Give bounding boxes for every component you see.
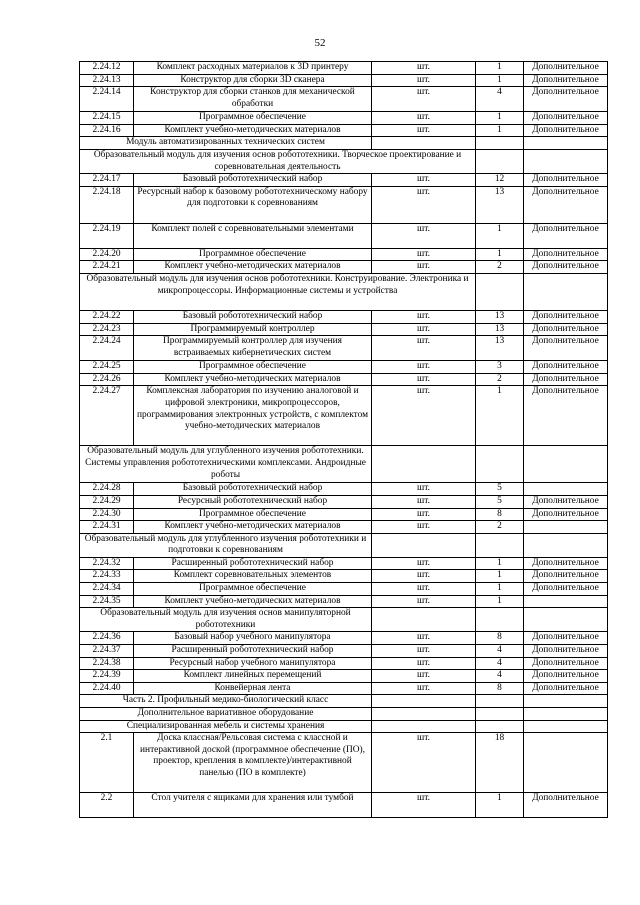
item-unit: шт. <box>372 74 476 87</box>
table-row <box>80 557 608 570</box>
item-type: Дополнительное <box>524 373 608 386</box>
table-row <box>80 87 608 112</box>
empty-cell <box>476 708 524 721</box>
table-row <box>80 74 608 87</box>
table-row <box>80 361 608 374</box>
table-row <box>80 508 608 521</box>
item-type: Дополнительное <box>524 87 608 112</box>
item-name: Комплект полей с соревновательными элементами <box>134 223 372 248</box>
item-name: Расширенный робототехнический набор <box>134 645 372 658</box>
item-unit: шт. <box>372 557 476 570</box>
item-number: 2.24.15 <box>80 112 134 125</box>
item-name: Программное обеспечение <box>134 248 372 261</box>
item-unit: шт. <box>372 62 476 75</box>
empty-cell <box>524 608 608 632</box>
table-row <box>80 670 608 683</box>
item-quantity: 13 <box>476 336 524 361</box>
item-number: 2.24.24 <box>80 336 134 361</box>
item-quantity: 4 <box>476 645 524 658</box>
item-number: 2.24.29 <box>80 495 134 508</box>
item-quantity: 1 <box>476 62 524 75</box>
item-unit: шт. <box>372 670 476 683</box>
empty-cell <box>476 720 524 733</box>
empty-cell <box>476 149 524 173</box>
item-type: Дополнительное <box>524 386 608 446</box>
section-title: Часть 2. Профильный медико-биологический класс <box>80 695 372 708</box>
item-type: Дополнительное <box>524 186 608 223</box>
table-row <box>80 483 608 496</box>
item-unit: шт. <box>372 261 476 274</box>
item-unit: шт. <box>372 632 476 645</box>
item-type <box>524 483 608 496</box>
item-unit: шт. <box>372 87 476 112</box>
table-row <box>80 657 608 670</box>
item-quantity: 1 <box>476 793 524 818</box>
table-row <box>80 323 608 336</box>
item-type: Дополнительное <box>524 557 608 570</box>
section-title: Специализированная мебель и системы хранения <box>80 720 372 733</box>
table-row <box>80 174 608 187</box>
item-number: 2.24.22 <box>80 310 134 323</box>
item-type: Дополнительное <box>524 248 608 261</box>
empty-cell <box>524 446 608 483</box>
item-number: 2.1 <box>80 733 134 793</box>
item-type: Дополнительное <box>524 570 608 583</box>
section-title: Образовательный модуль для углубленного изучения робототехники. Системы управления робототехническими комплексами. Андроидные роботы <box>80 446 372 483</box>
item-name: Комплект линейных перемещений <box>134 670 372 683</box>
item-quantity: 8 <box>476 632 524 645</box>
item-unit: шт. <box>372 223 476 248</box>
item-name: Комплект соревновательных элементов <box>134 570 372 583</box>
item-number: 2.24.13 <box>80 74 134 87</box>
item-quantity: 18 <box>476 733 524 793</box>
item-number: 2.24.39 <box>80 670 134 683</box>
item-unit: шт. <box>372 323 476 336</box>
item-type: Дополнительное <box>524 793 608 818</box>
item-type: Дополнительное <box>524 645 608 658</box>
table-row <box>80 223 608 248</box>
item-quantity: 1 <box>476 223 524 248</box>
item-number: 2.24.23 <box>80 323 134 336</box>
item-name: Базовый набор учебного манипулятора <box>134 632 372 645</box>
item-type: Дополнительное <box>524 310 608 323</box>
item-quantity: 1 <box>476 583 524 596</box>
item-number: 2.24.37 <box>80 645 134 658</box>
section-title: Образовательный модуль для изучения основ манипуляторной робототехники <box>80 608 372 632</box>
item-name: Конструктор для сборки 3D сканера <box>134 74 372 87</box>
table-row <box>80 386 608 446</box>
item-type: Дополнительное <box>524 657 608 670</box>
item-unit: шт. <box>372 595 476 608</box>
item-name: Комплект учебно-методических материалов <box>134 373 372 386</box>
item-unit: шт. <box>372 495 476 508</box>
item-unit: шт. <box>372 186 476 223</box>
item-type: Дополнительное <box>524 112 608 125</box>
empty-cell <box>524 720 608 733</box>
table-row <box>80 570 608 583</box>
item-unit: шт. <box>372 570 476 583</box>
item-name: Программное обеспечение <box>134 112 372 125</box>
item-unit: шт. <box>372 483 476 496</box>
item-unit: шт. <box>372 112 476 125</box>
item-quantity: 13 <box>476 186 524 223</box>
item-number: 2.2 <box>80 793 134 818</box>
item-name: Ресурсный набор учебного манипулятора <box>134 657 372 670</box>
item-number: 2.24.30 <box>80 508 134 521</box>
item-name: Ресурсный набор к базовому робототехническому набору для подготовки к соревнованиям <box>134 186 372 223</box>
item-type: Дополнительное <box>524 174 608 187</box>
item-number: 2.24.38 <box>80 657 134 670</box>
item-quantity: 1 <box>476 112 524 125</box>
item-quantity: 2 <box>476 373 524 386</box>
table-row <box>80 336 608 361</box>
item-unit: шт. <box>372 508 476 521</box>
empty-cell <box>524 533 608 557</box>
item-name: Комплект учебно-методических материалов <box>134 521 372 534</box>
item-unit: шт. <box>372 733 476 793</box>
section-title: Образовательный модуль для углубленного изучения робототехники и подготовки к соревнованиям <box>80 533 372 557</box>
item-unit: шт. <box>372 793 476 818</box>
section-header-row <box>80 708 608 721</box>
item-unit: шт. <box>372 373 476 386</box>
empty-cell <box>372 695 476 708</box>
item-quantity: 4 <box>476 670 524 683</box>
section-title: Образовательный модуль для изучения основ робототехники. Конструирование. Электроника и микропроцессоры. Информационные системы и устройства <box>80 273 476 310</box>
table-row <box>80 112 608 125</box>
item-type <box>524 733 608 793</box>
item-unit: шт. <box>372 682 476 695</box>
table-row <box>80 645 608 658</box>
table-row <box>80 124 608 137</box>
item-quantity: 1 <box>476 557 524 570</box>
item-unit: шт. <box>372 657 476 670</box>
table-row <box>80 682 608 695</box>
item-number: 2.24.26 <box>80 373 134 386</box>
item-name: Программное обеспечение <box>134 508 372 521</box>
empty-cell <box>524 708 608 721</box>
table-row <box>80 373 608 386</box>
table-row <box>80 521 608 534</box>
item-quantity: 8 <box>476 682 524 695</box>
table-row <box>80 310 608 323</box>
item-unit: шт. <box>372 361 476 374</box>
item-number: 2.24.27 <box>80 386 134 446</box>
item-unit: шт. <box>372 248 476 261</box>
equipment-table <box>79 61 608 818</box>
empty-cell <box>372 720 476 733</box>
item-number: 2.24.12 <box>80 62 134 75</box>
empty-cell <box>524 149 608 173</box>
item-type: Дополнительное <box>524 323 608 336</box>
item-number: 2.24.32 <box>80 557 134 570</box>
item-type: Дополнительное <box>524 508 608 521</box>
item-name: Комплексная лаборатория по изучению аналоговой и цифровой электроники, микропроцессоров, программирования электронных устройств, с комплектом учебно-методических материалов <box>134 386 372 446</box>
item-number: 2.24.36 <box>80 632 134 645</box>
item-name: Программируемый контроллер <box>134 323 372 336</box>
table-row <box>80 186 608 223</box>
item-type <box>524 521 608 534</box>
item-quantity: 5 <box>476 483 524 496</box>
item-unit: шт. <box>372 174 476 187</box>
item-number: 2.24.16 <box>80 124 134 137</box>
item-name: Расширенный робототехнический набор <box>134 557 372 570</box>
item-quantity: 12 <box>476 174 524 187</box>
table-row <box>80 733 608 793</box>
item-unit: шт. <box>372 124 476 137</box>
item-name: Комплект учебно-методических материалов <box>134 261 372 274</box>
empty-cell <box>524 695 608 708</box>
item-number: 2.24.33 <box>80 570 134 583</box>
item-quantity: 1 <box>476 74 524 87</box>
empty-cell <box>476 273 524 310</box>
item-quantity: 1 <box>476 595 524 608</box>
item-number: 2.24.28 <box>80 483 134 496</box>
item-name: Конвейерная лента <box>134 682 372 695</box>
table-row <box>80 793 608 818</box>
item-type: Дополнительное <box>524 632 608 645</box>
empty-cell <box>476 137 524 150</box>
table-row <box>80 595 608 608</box>
item-name: Доска классная/Рельсовая система с классной и интерактивной доской (программное обеспечение (ПО), проектор, крепления в комплекте)/интерактивной панелью (ПО в комплекте) <box>134 733 372 793</box>
section-title: Модуль автоматизированных технических систем <box>80 137 372 150</box>
item-name: Комплект расходных материалов к 3D принтеру <box>134 62 372 75</box>
section-title: Образовательный модуль для изучения основ робототехники. Творческое проектирование и соревновательная деятельность <box>80 149 476 173</box>
item-quantity: 3 <box>476 361 524 374</box>
section-header-row <box>80 273 608 310</box>
item-number: 2.24.35 <box>80 595 134 608</box>
item-type: Дополнительное <box>524 261 608 274</box>
item-quantity: 8 <box>476 508 524 521</box>
item-quantity: 13 <box>476 310 524 323</box>
item-name: Базовый робототехнический набор <box>134 310 372 323</box>
item-number: 2.24.34 <box>80 583 134 596</box>
section-header-row <box>80 695 608 708</box>
item-number: 2.24.31 <box>80 521 134 534</box>
empty-cell <box>372 608 476 632</box>
item-type: Дополнительное <box>524 361 608 374</box>
item-number: 2.24.21 <box>80 261 134 274</box>
table-row <box>80 632 608 645</box>
item-quantity: 1 <box>476 248 524 261</box>
empty-cell <box>524 273 608 310</box>
table-row <box>80 583 608 596</box>
item-name: Программное обеспечение <box>134 583 372 596</box>
item-unit: шт. <box>372 310 476 323</box>
item-name: Программное обеспечение <box>134 361 372 374</box>
item-quantity: 2 <box>476 261 524 274</box>
item-type: Дополнительное <box>524 495 608 508</box>
item-unit: шт. <box>372 521 476 534</box>
item-quantity: 13 <box>476 323 524 336</box>
item-name: Комплект учебно-методических материалов <box>134 124 372 137</box>
table-row <box>80 261 608 274</box>
item-unit: шт. <box>372 386 476 446</box>
section-header-row <box>80 137 608 150</box>
item-number: 2.24.20 <box>80 248 134 261</box>
item-number: 2.24.19 <box>80 223 134 248</box>
empty-cell <box>372 533 476 557</box>
table-row <box>80 248 608 261</box>
table-row <box>80 62 608 75</box>
item-type: Дополнительное <box>524 583 608 596</box>
item-unit: шт. <box>372 645 476 658</box>
section-header-row <box>80 149 608 173</box>
item-quantity: 2 <box>476 521 524 534</box>
item-type: Дополнительное <box>524 62 608 75</box>
item-quantity: 4 <box>476 657 524 670</box>
item-name: Конструктор для сборки станков для механической обработки <box>134 87 372 112</box>
empty-cell <box>372 446 476 483</box>
item-quantity: 5 <box>476 495 524 508</box>
item-unit: шт. <box>372 583 476 596</box>
item-type <box>524 595 608 608</box>
empty-cell <box>476 608 524 632</box>
section-header-row <box>80 608 608 632</box>
item-name: Ресурсный робототехнический набор <box>134 495 372 508</box>
item-name: Базовый робототехнический набор <box>134 483 372 496</box>
item-type: Дополнительное <box>524 670 608 683</box>
item-name: Стол учителя с ящиками для хранения или тумбой <box>134 793 372 818</box>
empty-cell <box>476 533 524 557</box>
item-quantity: 1 <box>476 124 524 137</box>
item-type: Дополнительное <box>524 124 608 137</box>
empty-cell <box>372 708 476 721</box>
section-header-row <box>80 446 608 483</box>
item-number: 2.24.18 <box>80 186 134 223</box>
empty-cell <box>476 446 524 483</box>
item-type: Дополнительное <box>524 682 608 695</box>
item-quantity: 1 <box>476 386 524 446</box>
empty-cell <box>476 695 524 708</box>
item-type: Дополнительное <box>524 223 608 248</box>
item-number: 2.24.25 <box>80 361 134 374</box>
item-type: Дополнительное <box>524 74 608 87</box>
section-header-row <box>80 533 608 557</box>
item-number: 2.24.14 <box>80 87 134 112</box>
item-unit: шт. <box>372 336 476 361</box>
item-name: Базовый робототехнический набор <box>134 174 372 187</box>
item-number: 2.24.40 <box>80 682 134 695</box>
item-quantity: 4 <box>476 87 524 112</box>
empty-cell <box>372 137 476 150</box>
section-title: Дополнительное вариативное оборудование <box>80 708 372 721</box>
item-quantity: 1 <box>476 570 524 583</box>
item-type: Дополнительное <box>524 336 608 361</box>
item-number: 2.24.17 <box>80 174 134 187</box>
section-header-row <box>80 720 608 733</box>
page-number: 52 <box>314 37 326 49</box>
item-name: Комплект учебно-методических материалов <box>134 595 372 608</box>
item-name: Программируемый контроллер для изучения встраиваемых кибернетических систем <box>134 336 372 361</box>
empty-cell <box>524 137 608 150</box>
table-row <box>80 495 608 508</box>
